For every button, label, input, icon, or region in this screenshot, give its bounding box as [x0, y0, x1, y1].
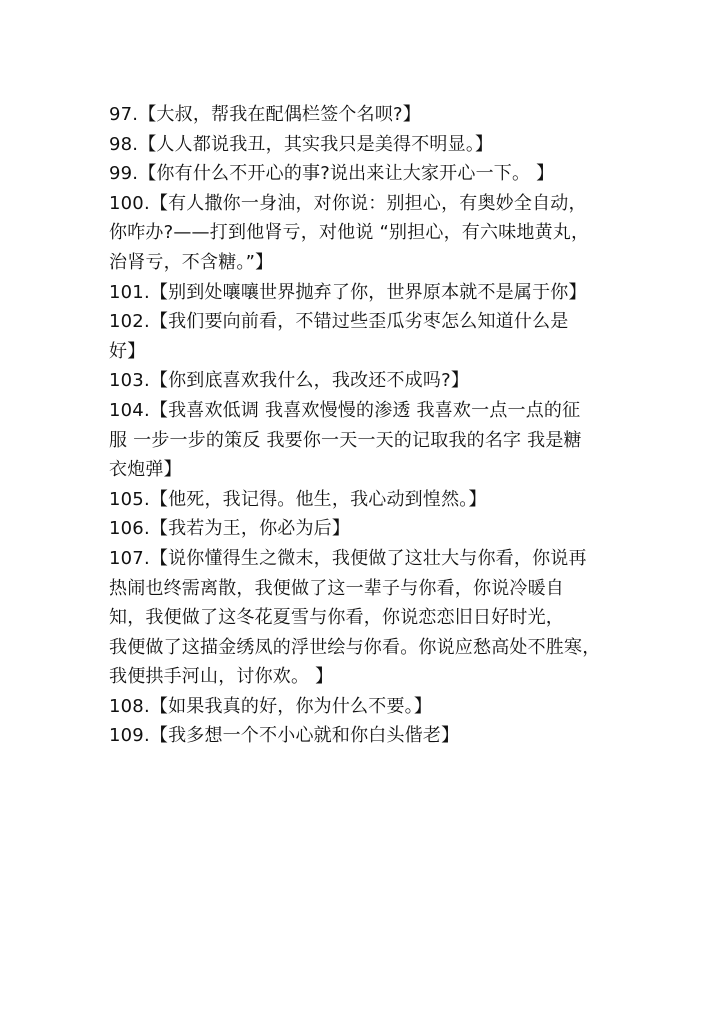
text-line: 98.【人人都说我丑，其实我只是美得不明显。】 [109, 133, 494, 155]
entry-101 [109, 278, 629, 308]
text-line: 103.【你到底喜欢我什么，我改还不成吗?】 [109, 370, 470, 392]
text-line: 101.【别到处嚷嚷世界抛弃了你，世界原本就不是属于你】 [109, 281, 587, 303]
entry-98 [109, 130, 629, 160]
text-line: 102.【我们要向前看，不错过些歪瓜劣枣怎么知道什么是 [109, 311, 569, 333]
entry-108 [109, 692, 629, 722]
entry-99 [109, 159, 629, 189]
text-line: 治肾亏，不含糖。”】 [109, 251, 274, 273]
text-line: 100.【有人撒你一身油，对你说：别担心，有奥妙全自动， [109, 192, 587, 214]
text-line: 107.【说你懂得生之微末，我便做了这壮大与你看，你说再 [109, 547, 587, 569]
text-line: 97.【大叔，帮我在配偶栏签个名呗?】 [109, 104, 421, 125]
text-line: 108.【如果我真的好，你为什么不要。】 [109, 695, 433, 717]
entry-100 [109, 189, 629, 278]
text-line: 热闹也终需离散，我便做了这一辈子与你看，你说冷暖自 [109, 577, 564, 599]
text-line: 109.【我多想一个不小心就和你白头偕老】 [109, 725, 460, 747]
entry-109 [109, 721, 629, 751]
entry-106 [109, 514, 629, 544]
text-line: 衣炮弹】 [109, 459, 182, 481]
text-line: 104.【我喜欢低调 我喜欢慢慢的渗透 我喜欢一点一点的征 [109, 399, 581, 421]
entry-105 [109, 485, 629, 515]
entry-97 [109, 100, 629, 130]
text-line: 你咋办?——打到他肾亏，对他说 “别担心，有六味地黄丸， [109, 222, 590, 244]
entry-103 [109, 366, 629, 396]
entry-107 [109, 544, 629, 692]
entry-104 [109, 396, 629, 485]
entry-102 [109, 307, 629, 366]
text-line: 99.【你有什么不开心的事?说出来让大家开心一下。 】 [109, 163, 555, 185]
text-line: 105.【他死，我记得。他生，我心动到惶然。】 [109, 488, 487, 510]
text-line: 106.【我若为王，你必为后】 [109, 518, 351, 540]
text-line: 我便做了这描金绣凤的浮世绘与你看。你说应愁高处不胜寒， [109, 636, 601, 658]
text-line: 好】 [109, 340, 146, 362]
text-line: 知，我便做了这冬花夏雪与你看，你说恋恋旧日好时光， [109, 607, 564, 629]
text-line: 服 一步一步的策反 我要你一天一天的记取我的名字 我是糖 [109, 429, 582, 451]
text-line: 我便拱手河山，讨你欢。 】 [109, 666, 334, 688]
document-body [109, 100, 629, 751]
